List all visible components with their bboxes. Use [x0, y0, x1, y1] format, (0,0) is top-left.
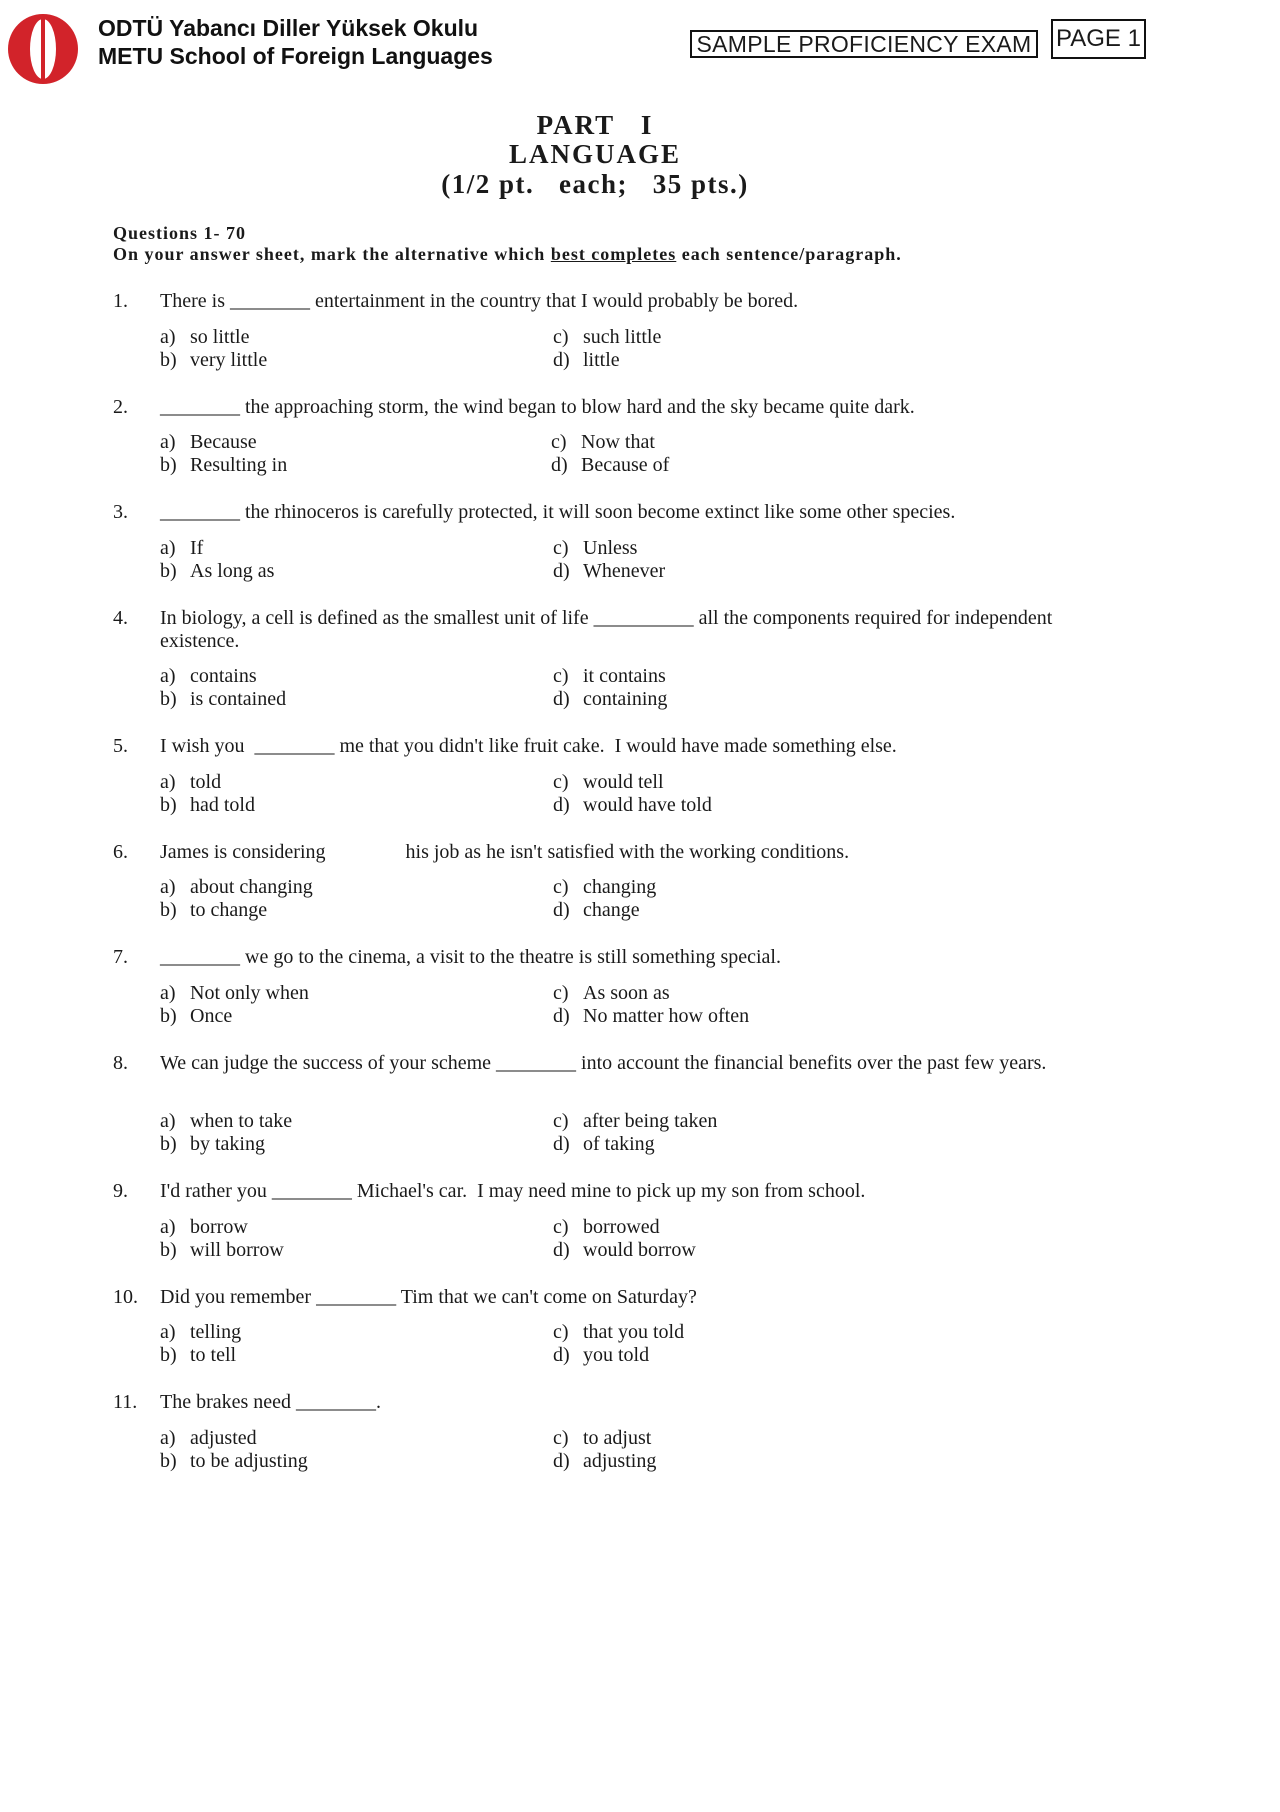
option-text: of taking [583, 1133, 655, 1155]
option-text: Resulting in [190, 454, 288, 476]
question-stem: The brakes need ________. [160, 1391, 382, 1413]
option-text: will borrow [190, 1239, 284, 1261]
option-a[interactable]: a) contains [160, 665, 257, 687]
option-text: that you told [583, 1321, 685, 1343]
option-b[interactable]: b) to tell [160, 1344, 237, 1366]
option-c[interactable]: c) would tell [553, 771, 664, 793]
option-text: by taking [190, 1133, 265, 1155]
option-c[interactable]: c) Unless [553, 537, 638, 559]
option-d[interactable]: d) would have told [553, 794, 712, 816]
question-stem: There is ________ entertainment in the country that I would probably be bored. [160, 290, 799, 312]
option-c[interactable]: c) after being taken [553, 1110, 718, 1132]
option-text: such little [583, 326, 662, 348]
option-b[interactable]: b) Once [160, 1005, 233, 1027]
option-text: As soon as [583, 982, 670, 1004]
option-d[interactable]: d) adjusting [553, 1450, 657, 1472]
question-stem: We can judge the success of your scheme ________ into account the financial benefits over the past few years. [160, 1052, 1047, 1074]
option-a[interactable]: a) so little [160, 326, 250, 348]
option-text: borrowed [583, 1216, 660, 1238]
question-number: 6. [113, 841, 128, 863]
option-d[interactable]: d) of taking [553, 1133, 655, 1155]
option-text: to be adjusting [190, 1450, 308, 1472]
option-text: to adjust [583, 1427, 652, 1449]
option-c[interactable]: c) it contains [553, 665, 666, 687]
option-text: to tell [190, 1344, 237, 1366]
option-b[interactable]: b) to be adjusting [160, 1450, 308, 1472]
question-stem: ________ the approaching storm, the wind began to blow hard and the sky became quite dark. [160, 396, 915, 418]
option-d[interactable]: d) Whenever [553, 560, 666, 582]
option-c[interactable]: c) such little [553, 326, 662, 348]
question-stem: Did you remember ________ Tim that we can't come on Saturday? [160, 1286, 697, 1308]
question-number: 1. [113, 290, 128, 312]
option-text: would borrow [583, 1239, 696, 1261]
option-a[interactable]: a) adjusted [160, 1427, 257, 1449]
option-text: containing [583, 688, 668, 710]
question-stem: I wish you ________ me that you didn't like fruit cake. I would have made something else. [160, 735, 897, 757]
instructions-suffix: each sentence/paragraph. [676, 244, 902, 264]
option-c[interactable]: c) borrowed [553, 1216, 660, 1238]
question-number: 3. [113, 501, 128, 523]
option-text: little [583, 349, 620, 371]
option-text: to change [190, 899, 268, 921]
option-text: is contained [190, 688, 287, 710]
option-a[interactable]: a) about changing [160, 876, 313, 898]
question-stem: I'd rather you ________ Michael's car. I may need mine to pick up my son from school. [160, 1180, 866, 1202]
option-text: Unless [583, 537, 638, 559]
option-text: you told [583, 1344, 650, 1366]
option-text: Now that [581, 431, 655, 453]
option-text: when to take [190, 1110, 293, 1132]
option-text: borrow [190, 1216, 248, 1238]
option-d[interactable]: d) No matter how often [553, 1005, 750, 1027]
school-name-en: METU School of Foreign Languages [98, 43, 493, 69]
option-text: Because [190, 431, 257, 453]
metu-logo [7, 13, 79, 85]
option-d[interactable]: d) little [553, 349, 620, 371]
option-text: told [190, 771, 222, 793]
question-number: 2. [113, 396, 128, 418]
option-text: after being taken [583, 1110, 718, 1132]
option-b[interactable]: b) to change [160, 899, 268, 921]
question-stem: ________ we go to the cinema, a visit to the theatre is still something special. [160, 946, 781, 968]
option-b[interactable]: b) is contained [160, 688, 287, 710]
option-a[interactable]: a) told [160, 771, 222, 793]
option-d[interactable]: d) change [553, 899, 640, 921]
option-a[interactable]: a) telling [160, 1321, 242, 1343]
option-text: very little [190, 349, 268, 371]
option-text: would tell [583, 771, 664, 793]
school-name [98, 14, 493, 70]
option-a[interactable]: a) If [160, 537, 204, 559]
option-text: Because of [581, 454, 670, 476]
question-range: Questions 1- 70 [113, 223, 247, 243]
school-name-tr: ODTÜ Yabancı Diller Yüksek Okulu [98, 15, 479, 41]
question-number: 8. [113, 1052, 128, 1074]
option-text: change [583, 899, 640, 921]
option-c[interactable]: c) Now that [551, 431, 655, 453]
option-a[interactable]: a) borrow [160, 1216, 248, 1238]
question-number: 11. [113, 1391, 138, 1413]
page-label: PAGE 1 [1051, 19, 1146, 59]
part-title: PART I [536, 110, 654, 140]
option-d[interactable]: d) would borrow [553, 1239, 696, 1261]
option-c[interactable]: c) changing [553, 876, 657, 898]
option-text: As long as [190, 560, 275, 582]
option-text: telling [190, 1321, 242, 1343]
option-b[interactable]: b) As long as [160, 560, 275, 582]
option-a[interactable]: a) when to take [160, 1110, 293, 1132]
option-c[interactable]: c) that you told [553, 1321, 685, 1343]
instructions-text [113, 244, 902, 265]
option-c[interactable]: c) to adjust [553, 1427, 652, 1449]
option-text: If [190, 537, 204, 559]
option-b[interactable]: b) had told [160, 794, 255, 816]
question-number: 10. [113, 1286, 138, 1308]
option-text: had told [190, 794, 255, 816]
option-text: would have told [583, 794, 712, 816]
option-text: adjusted [190, 1427, 257, 1449]
exam-label: SAMPLE PROFICIENCY EXAM [690, 30, 1038, 58]
question-number: 4. [113, 607, 128, 629]
option-text: No matter how often [583, 1005, 750, 1027]
option-a[interactable]: a) Not only when [160, 982, 309, 1004]
question-stem: ________ the rhinoceros is carefully protected, it will soon become extinct like some other species. [160, 501, 956, 523]
question-stem: James is considering his job as he isn't satisfied with the working conditions. [160, 841, 850, 863]
option-text: about changing [190, 876, 313, 898]
section-title: LANGUAGE [508, 139, 681, 169]
instructions-prefix: On your answer sheet, mark the alternative which [113, 244, 551, 264]
option-text: contains [190, 665, 257, 687]
option-d[interactable]: d) Because of [551, 454, 670, 476]
option-b[interactable]: b) by taking [160, 1133, 265, 1155]
option-a[interactable]: a) Because [160, 431, 257, 453]
option-c[interactable]: c) As soon as [553, 982, 670, 1004]
option-d[interactable]: d) containing [553, 688, 668, 710]
option-text: so little [190, 326, 250, 348]
question-number: 7. [113, 946, 128, 968]
option-b[interactable]: b) very little [160, 349, 268, 371]
question-number: 5. [113, 735, 128, 757]
option-text: adjusting [583, 1450, 657, 1472]
option-b[interactable]: b) will borrow [160, 1239, 284, 1261]
option-d[interactable]: d) you told [553, 1344, 650, 1366]
option-text: Whenever [583, 560, 666, 582]
option-text: changing [583, 876, 657, 898]
instructions-emphasis: best completes [550, 244, 677, 264]
option-b[interactable]: b) Resulting in [160, 454, 288, 476]
question-number: 9. [113, 1180, 128, 1202]
points-title: (1/2 pt. each; 35 pts.) [441, 169, 749, 199]
option-text: it contains [583, 665, 666, 687]
option-text: Once [190, 1005, 233, 1027]
option-text: Not only when [190, 982, 309, 1004]
question-stem: In biology, a cell is defined as the smallest unit of life __________ all the components required for independent existence. [160, 607, 1053, 652]
